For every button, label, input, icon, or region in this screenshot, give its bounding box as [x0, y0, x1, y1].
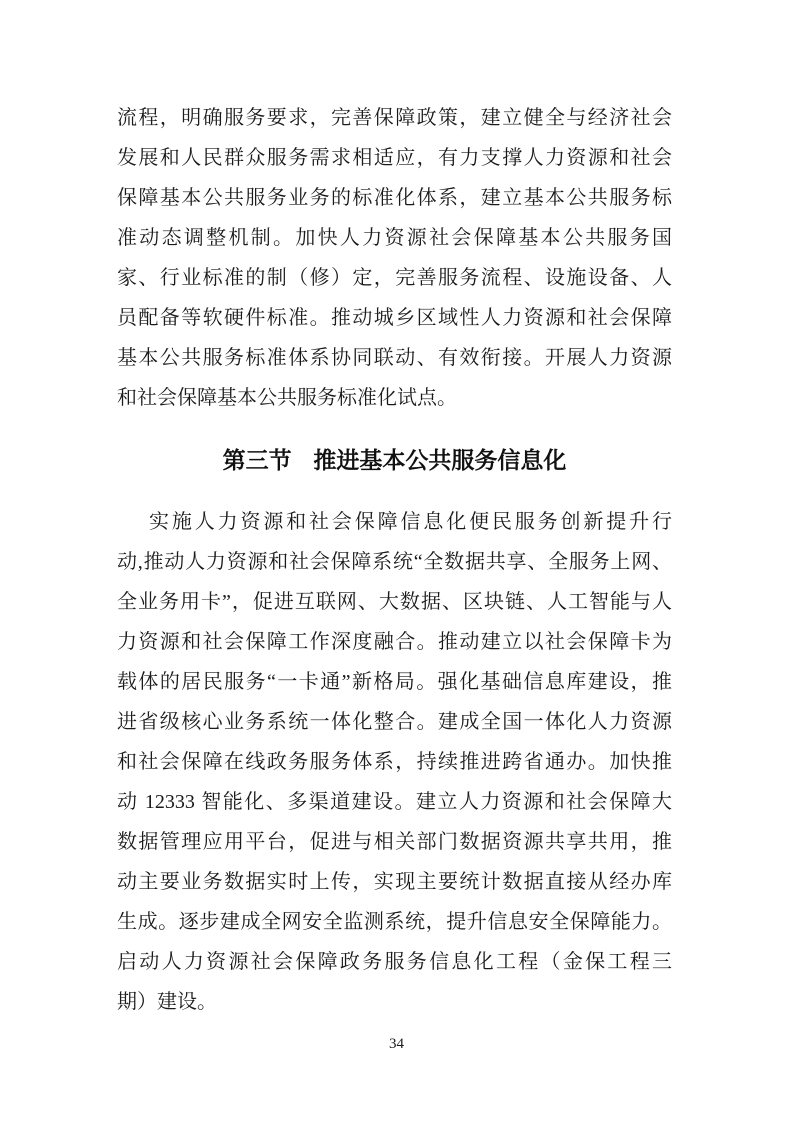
- section-title: 推进基本公共服务信息化: [313, 447, 567, 473]
- text-line: 准动态调整机制。加快人力资源社会保障基本公共服务国: [117, 227, 672, 249]
- text-line: 动,推动人力资源和社会保障系统“全数据共享、全服务上网、: [117, 551, 672, 573]
- text-line: 数据管理应用平台，促进与相关部门数据资源共享共用，推: [117, 831, 672, 853]
- text-line: 保障基本公共服务业务的标准化体系，建立基本公共服务标: [117, 187, 672, 209]
- text-line: 力资源和社会保障工作深度融合。推动建立以社会保障卡为: [117, 631, 672, 653]
- text-line: 实施人力资源和社会保障信息化便民服务创新提升行: [149, 511, 672, 533]
- paragraph-standards: [117, 98, 672, 418]
- text-line: 期）建设。: [117, 991, 217, 1013]
- text-line: 动主要业务数据实时上传，实现主要统计数据直接从经办库: [117, 871, 672, 893]
- text-line: 进省级核心业务系统一体化整合。建成全国一体化人力资源: [117, 711, 672, 733]
- page-number: 34: [389, 1036, 404, 1052]
- paragraph-informatization: [117, 502, 672, 1022]
- text-line: 流程，明确服务要求，完善保障政策，建立健全与经济社会: [117, 107, 672, 129]
- text-line: 启动人力资源社会保障政务服务信息化工程（金保工程三: [117, 951, 672, 973]
- text-line: 员配备等软硬件标准。推动城乡区域性人力资源和社会保障: [117, 307, 672, 329]
- text-line: 和社会保障基本公共服务标准化试点。: [117, 387, 457, 409]
- section-number: 第三节: [222, 447, 292, 473]
- text-line: 生成。逐步建成全网安全监测系统，提升信息安全保障能力。: [117, 911, 672, 933]
- text-line: 全业务用卡”，促进互联网、大数据、区块链、人工智能与人: [117, 591, 672, 613]
- text-line: 基本公共服务标准体系协同联动、有效衔接。开展人力资源: [117, 347, 672, 369]
- page-content: [117, 98, 672, 1022]
- text-line: 载体的居民服务“一卡通”新格局。强化基础信息库建设，推: [117, 671, 672, 693]
- text-line: 家、行业标准的制（修）定，完善服务流程、设施设备、人: [117, 267, 672, 289]
- section-heading: [117, 440, 672, 480]
- text-line: 发展和人民群众服务需求相适应，有力支撑人力资源和社会: [117, 147, 672, 169]
- text-line: 和社会保障在线政务服务体系，持续推进跨省通办。加快推: [117, 751, 672, 773]
- text-line: 动 12333 智能化、多渠道建设。建立人力资源和社会保障大: [117, 791, 672, 813]
